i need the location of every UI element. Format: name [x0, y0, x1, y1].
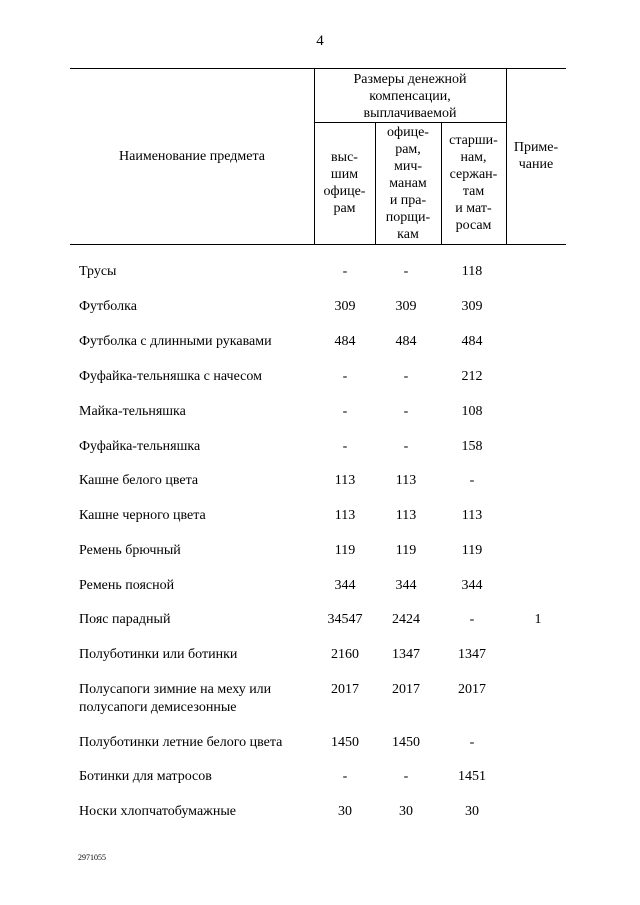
row-value-sergeants: 113 [461, 508, 483, 523]
header-bottom-rule [70, 244, 566, 245]
row-value-sergeants: 108 [461, 404, 483, 419]
row-item-name: Пояс парадный [79, 612, 171, 627]
row-item-name: Фуфайка-тельняшка с начесом [79, 369, 262, 384]
row-value-officers: 2017 [392, 682, 420, 697]
row-item-name: Полуботинки или ботинки [79, 647, 238, 662]
row-value-senior: 2017 [331, 682, 359, 697]
row-value-senior: - [342, 264, 348, 279]
row-value-sergeants: - [469, 612, 475, 627]
row-value-senior: 119 [334, 543, 356, 558]
row-value-senior: 309 [334, 299, 356, 314]
row-item-name: Ремень поясной [79, 578, 175, 593]
row-value-senior: 1450 [331, 735, 359, 750]
row-value-officers: 113 [395, 473, 417, 488]
row-value-senior: - [342, 404, 348, 419]
row-value-sergeants: 158 [461, 439, 483, 454]
row-value-senior: 113 [334, 473, 356, 488]
row-value-officers: - [403, 404, 409, 419]
row-value-officers: - [403, 369, 409, 384]
header-note: Приме- чание [513, 140, 559, 172]
row-item-name: Полусапоги зимние на меху или полусапоги демисезонные [79, 682, 272, 715]
row-value-sergeants: 1451 [458, 769, 486, 784]
row-note: 1 [534, 612, 542, 627]
row-item-name: Носки хлопчатобумажные [79, 804, 236, 819]
row-value-sergeants: 118 [461, 264, 483, 279]
row-value-senior: 34547 [327, 612, 363, 627]
row-value-sergeants: 30 [465, 804, 479, 819]
header-senior-officers: выс- шим офице- рам [323, 150, 366, 216]
row-item-name: Майка-тельняшка [79, 404, 186, 419]
row-item-name: Кашне черного цвета [79, 508, 206, 523]
row-value-officers: 1347 [392, 647, 420, 662]
page-number: 4 [316, 33, 324, 49]
row-value-senior: - [342, 439, 348, 454]
row-value-senior: 30 [338, 804, 352, 819]
row-value-officers: - [403, 264, 409, 279]
row-value-senior: 484 [334, 334, 356, 349]
row-value-sergeants: 212 [461, 369, 483, 384]
row-value-officers: - [403, 439, 409, 454]
row-value-officers: 2424 [392, 612, 420, 627]
row-value-officers: - [403, 769, 409, 784]
row-value-sergeants: 309 [461, 299, 483, 314]
row-value-officers: 119 [395, 543, 417, 558]
row-item-name: Фуфайка-тельняшка [79, 439, 201, 454]
row-value-sergeants: - [469, 735, 475, 750]
row-value-officers: 30 [399, 804, 413, 819]
row-item-name: Футболка с длинными рукавами [79, 334, 272, 349]
row-value-senior: 2160 [331, 647, 359, 662]
header-sergeants: старши- нам, сержан- там и мат- росам [449, 133, 498, 233]
row-value-officers: 484 [395, 334, 417, 349]
header-item-name: Наименование предмета [119, 148, 265, 164]
row-value-senior: - [342, 769, 348, 784]
header-compensation-group: Размеры денежной компенсации, выплачиваемой [353, 71, 467, 121]
row-value-sergeants: 2017 [458, 682, 486, 697]
row-value-officers: 1450 [392, 735, 420, 750]
row-value-officers: 344 [395, 578, 417, 593]
header-officers: офице- рам, мич- манам и пра- порщи- кам [385, 124, 431, 242]
row-value-officers: 309 [395, 299, 417, 314]
row-value-officers: 113 [395, 508, 417, 523]
row-item-name: Трусы [79, 264, 117, 279]
row-value-senior: - [342, 369, 348, 384]
row-item-name: Футболка [79, 299, 137, 314]
document-code: 2971055 [78, 853, 106, 862]
row-value-sergeants: 119 [461, 543, 483, 558]
row-item-name: Ремень брючный [79, 543, 181, 558]
row-item-name: Кашне белого цвета [79, 473, 199, 488]
row-value-sergeants: - [469, 473, 475, 488]
row-item-name: Полуботинки летние белого цвета [79, 735, 283, 750]
row-value-senior: 113 [334, 508, 356, 523]
row-value-sergeants: 1347 [458, 647, 486, 662]
row-item-name: Ботинки для матросов [79, 769, 212, 784]
row-value-senior: 344 [334, 578, 356, 593]
row-value-sergeants: 484 [461, 334, 483, 349]
row-value-sergeants: 344 [461, 578, 483, 593]
